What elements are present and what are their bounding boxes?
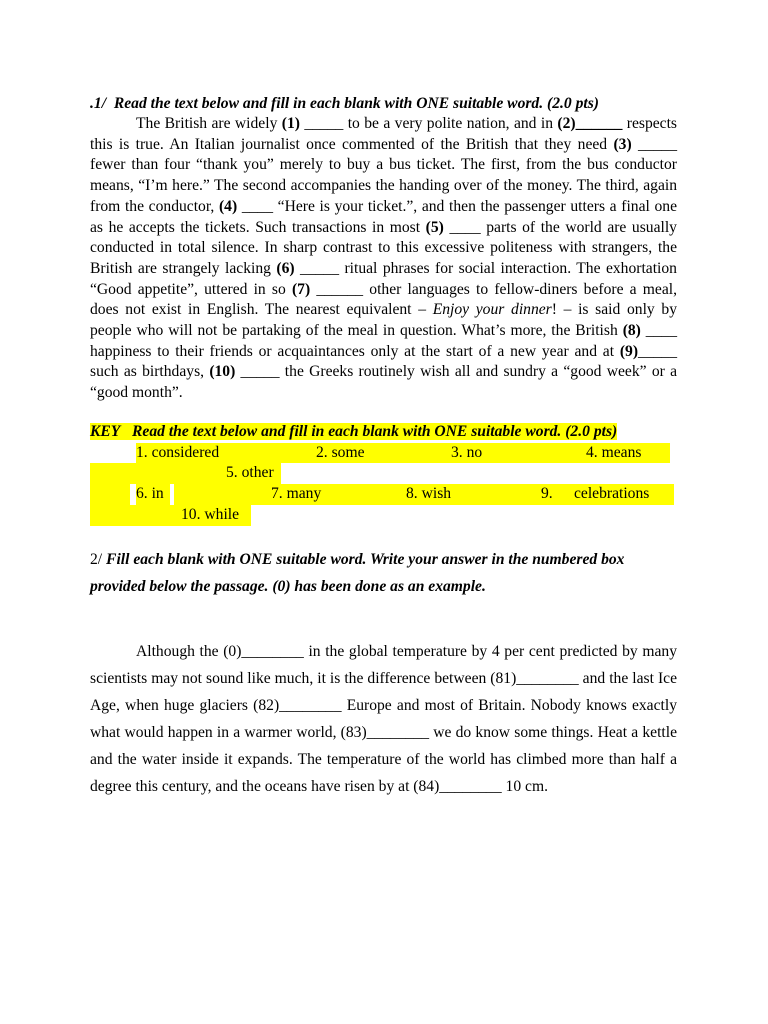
section-2-number: 2/ <box>90 550 103 568</box>
section-2-heading <box>90 546 677 600</box>
passage-text: _____ the Greeks routinely wish all and sundry a “good week” or a “good month”. <box>90 363 678 402</box>
section-1-heading <box>90 93 677 114</box>
passage-text: ____ “Here is your ticket.”, and then the passenger utters a final one as he accepts the tickets. Such transactions in most <box>90 197 677 236</box>
passage-text: _____ ritual phrases for social interaction. The exhortation “Good appetite”, uttered in so <box>90 259 677 298</box>
key-answer-1: 1. considered <box>136 443 220 461</box>
key-label: KEY <box>90 422 121 440</box>
blank-number: (8) <box>622 322 641 340</box>
blank-number: (6) <box>276 259 295 277</box>
italic-phrase: Enjoy your dinner <box>432 301 552 319</box>
passage-text: _____ fewer than four “thank you” merely to buy a bus ticket. The first, from the bus conductor means, “I’m here.” The second accompanies the handing over of the money. The third, again from the conductor, <box>90 135 677 215</box>
key-answer-7: 7. many <box>271 485 322 503</box>
blank-number: (9) <box>619 342 639 360</box>
key-row-4 <box>90 505 677 526</box>
key-answer-9-word: celebrations <box>574 485 650 503</box>
blank-number: (3) <box>613 135 632 153</box>
key-answer-2: 2. some <box>316 443 365 461</box>
passage-text: ____ happiness to their friends or acquaintances only at the start of a new year and at <box>90 322 677 360</box>
passage-text: _____ to be a very polite nation, and in <box>299 115 558 132</box>
passage-text: ____ parts of the world are usually conducted in total silence. In sharp contrast to this excessive politeness with strangers, the British are strangely lacking <box>90 218 677 277</box>
passage-text: The British are widely <box>136 115 282 132</box>
blank-number: (1) <box>281 115 300 132</box>
blank-number: (4) <box>218 197 238 215</box>
key-row-1 <box>90 443 677 464</box>
key-answer-5: 5. other <box>226 464 274 482</box>
key-answer-9-number: 9. <box>541 485 553 503</box>
section-1-number: .1/ <box>90 95 107 112</box>
section-2-passage <box>90 638 677 800</box>
blank-number: (7) <box>291 280 311 298</box>
blank-number: (10) <box>209 363 236 381</box>
passage-text: ______ other languages to fellow-diners before a meal, does not exist in English. The nearest equivalent – <box>90 280 677 319</box>
key-heading <box>90 422 677 443</box>
passage-text: _____ such as birthdays, <box>90 342 677 381</box>
key-instruction: Read the text below and fill in each blank with ONE suitable word. (2.0 pts) <box>132 422 618 440</box>
key-row-3 <box>90 484 677 505</box>
passage-text: respects this is true. An Italian journalist once commented of the British that they need <box>90 115 677 153</box>
section-1-instruction: Read the text below and fill in each blank with ONE suitable word. (2.0 pts) <box>113 95 600 112</box>
section-1-passage <box>90 114 677 404</box>
section-2-instruction: Fill each blank with ONE suitable word. Write your answer in the numbered box provided below the passage. (0) has been done as an example. <box>90 550 625 595</box>
passage-text: ! – is said only by people who will not be partaking of the meal in question. What’s more, the British <box>90 301 677 340</box>
blank-number: (5) <box>425 218 444 236</box>
key-answer-6: 6. in <box>136 485 164 503</box>
document-page <box>90 93 677 800</box>
blank-number: (2)______ <box>557 115 623 132</box>
key-row-2 <box>90 463 677 484</box>
section-2-passage-text: Although the (0)________ in the global temperature by 4 per cent predicted by many scientists may not sound like much, it is the difference between (81)________ and the last Ice Age, when huge glaciers (82)________ Europe and most of Britain. Nobody knows exactly what would happen in a warmer world, (83)________ we do know some things. Heat a kettle and the water inside it expands. The temperature of the world has climbed more than half a degree this century, and the oceans have risen by at (84)________ 10 cm. <box>90 642 677 795</box>
key-answer-8: 8. wish <box>406 485 452 503</box>
key-answer-4: 4. means <box>586 443 642 461</box>
key-answer-3: 3. no <box>451 443 483 461</box>
key-answer-10: 10. while <box>181 506 240 524</box>
answer-key <box>90 422 677 526</box>
